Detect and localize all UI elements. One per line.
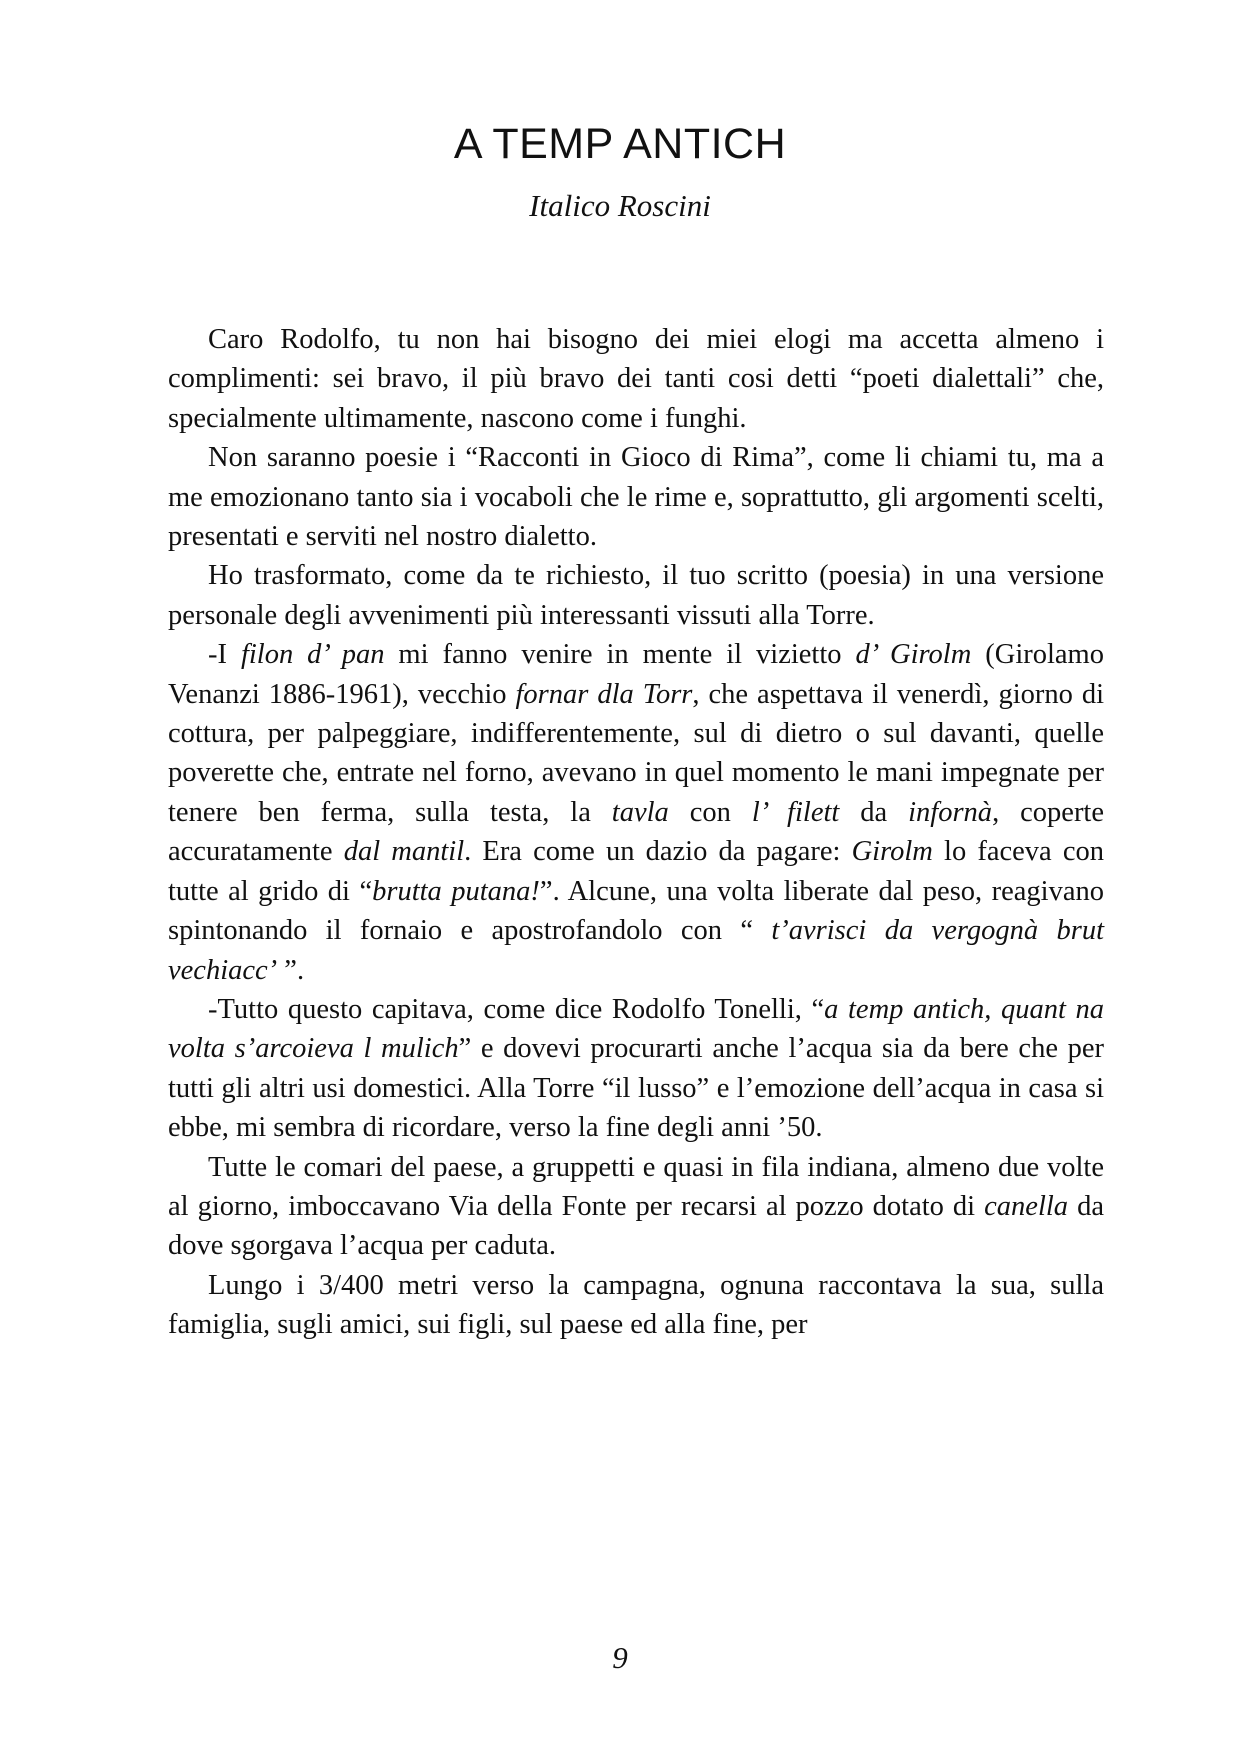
text-run: . Era come un dazio da pagare: — [464, 836, 852, 868]
page-title: A TEMP ANTICH — [453, 120, 787, 168]
text-run: lo faceva con tutte al grido di “ — [168, 836, 1104, 907]
text-run: ”. — [277, 954, 305, 986]
text-run: da — [839, 796, 909, 828]
page-number: 9 — [612, 1640, 628, 1675]
text-run: Tutte le comari del paese, a gruppetti e quasi in fila indiana, almeno due volte al giorno, imboccavano Via della Fonte per recarsi al pozzo dotato di — [168, 1151, 1104, 1222]
paragraph — [168, 1266, 1104, 1345]
italic-phrase: t’avrisci da vergognà brut vechiacc’ — [168, 915, 1104, 986]
italic-phrase: brutta putana! — [372, 875, 540, 907]
author-name: Italico Roscini — [529, 188, 711, 223]
italic-phrase: infornà — [908, 796, 993, 828]
paragraph — [168, 635, 1104, 990]
paragraph — [168, 990, 1104, 1148]
text-run: ” e dovevi procurarti anche l’acqua sia da bere che per tutti gli altri usi domestici. Alla Torre “il lusso” e l’emozione dell’acqua in casa si ebbe, mi sembra di ricordare, verso la fine degli anni ’50. — [168, 1033, 1104, 1144]
italic-phrase: tavla — [611, 796, 669, 828]
paragraph — [168, 556, 1104, 635]
text-run: , coperte accuratamente — [168, 796, 1104, 868]
paragraph — [168, 1148, 1104, 1266]
paragraph — [168, 320, 1104, 438]
body-text — [168, 320, 1104, 1345]
text-run: con — [668, 796, 752, 828]
text-run: , che aspettava il venerdì, giorno di cottura, per palpeggiare, indifferentemente, sul di dietro o sul davanti, quelle poverette che, entrate nel forno, avevano in quel momento le mani impegnate per tenere ben ferma, sulla testa, la — [168, 678, 1105, 828]
text-run: da dove sgorgava l’acqua per caduta. — [168, 1190, 1104, 1262]
italic-phrase: fornar dla Torr — [515, 678, 693, 710]
text-run: mi fanno venire in mente il vizietto — [384, 639, 856, 671]
italic-phrase: l’ filett — [751, 796, 840, 828]
italic-phrase: dal mantil — [343, 836, 465, 868]
paragraph — [168, 438, 1104, 556]
text-run: Ho trasformato, come da te richiesto, il tuo scritto (poesia) in una versione personale degli avvenimenti più interessanti vissuti alla Torre. — [168, 560, 1104, 631]
text-run: ”. Alcune, una volta liberate dal peso, reagivano spintonando il fornaio e apostrofandolo con “ — [168, 875, 1104, 947]
italic-phrase: filon d’ pan — [240, 639, 385, 671]
italic-phrase: Girolm — [851, 836, 933, 868]
text-run: -I — [208, 639, 241, 671]
italic-phrase: canella — [984, 1190, 1069, 1222]
text-run: Caro Rodolfo, tu non hai bisogno dei miei elogi ma accetta almeno i complimenti: sei bravo, il più bravo dei tanti cosi detti “poeti dialettali” che, specialmente ultimamente, nascono come i funghi. — [168, 324, 1104, 434]
text-run: (Girolamo Venanzi 1886-1961), vecchio — [168, 639, 1104, 710]
text-run: -Tutto questo capitava, come dice Rodolfo Tonelli, “ — [208, 993, 825, 1025]
text-run: Lungo i 3/400 metri verso la campagna, ognuna raccontava la sua, sulla famiglia, sugli amici, sui figli, sul paese ed alla fine, per — [168, 1269, 1104, 1341]
text-run: Non saranno poesie i “Racconti in Gioco di Rima”, come li chiami tu, ma a me emozionano tanto sia i vocaboli che le rime e, soprattutto, gli argomenti scelti, presentati e serviti nel nostro dialetto. — [168, 442, 1104, 553]
italic-phrase: a temp antich, quant na volta s’arcoieva l mulich — [168, 993, 1104, 1065]
italic-phrase: d’ Girolm — [855, 639, 972, 671]
